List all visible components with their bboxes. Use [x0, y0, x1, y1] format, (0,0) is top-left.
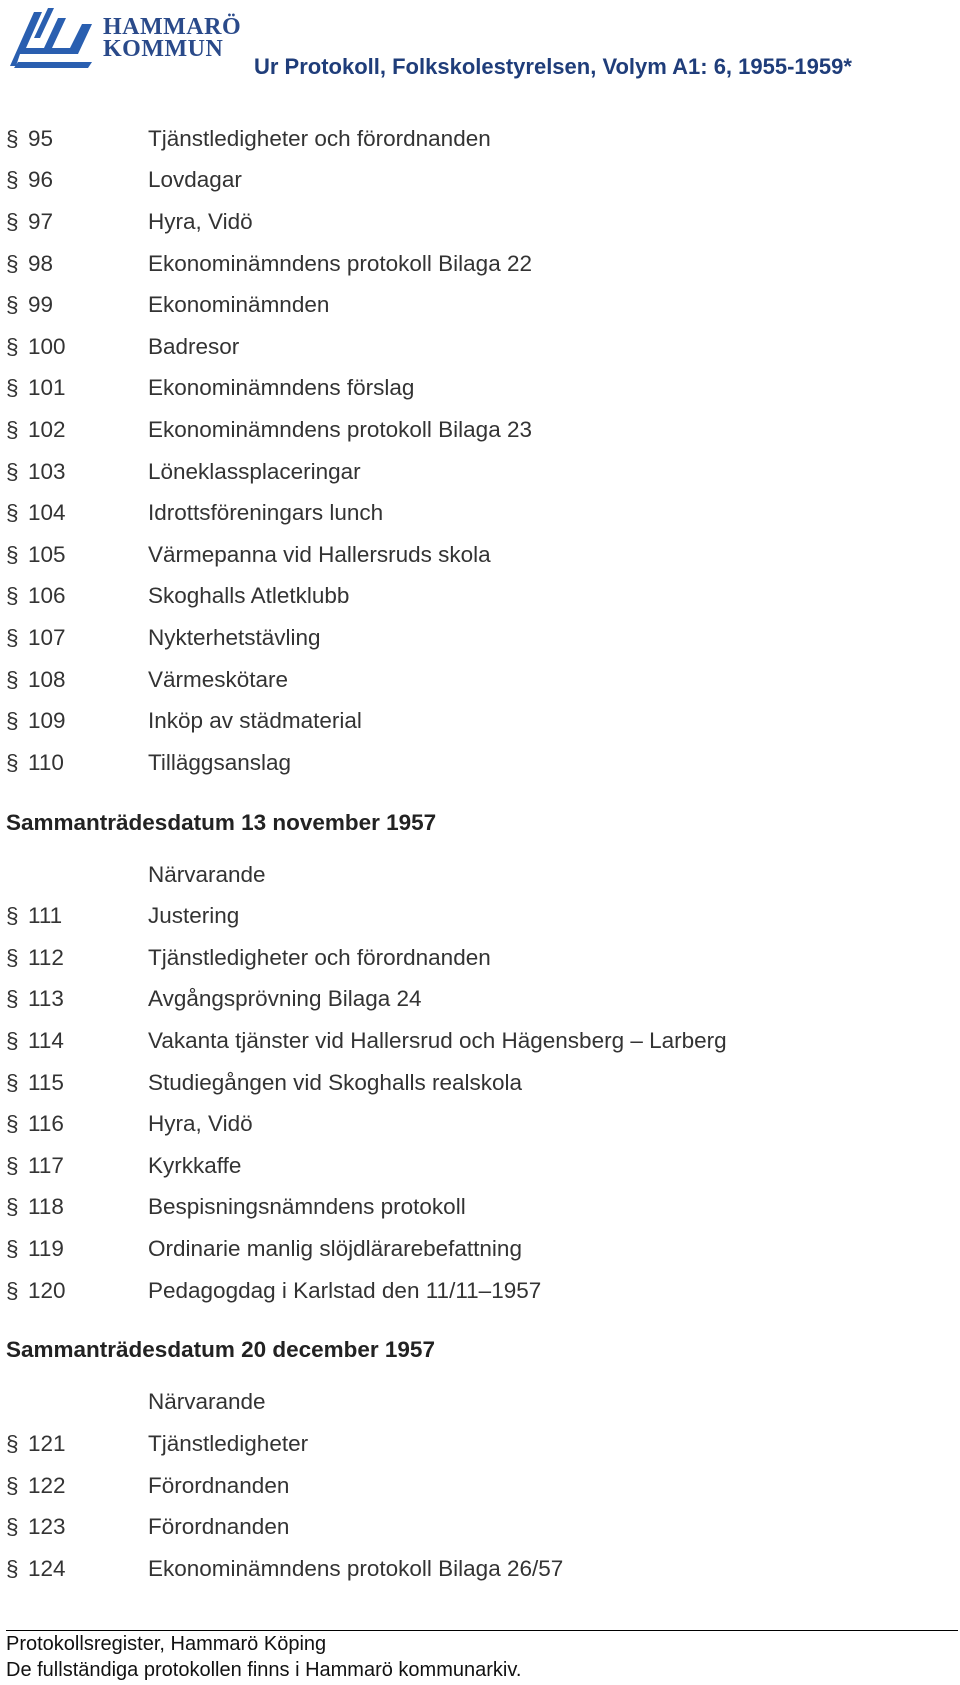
- index-row: [6, 1062, 946, 1104]
- index-row: [6, 160, 946, 202]
- paragraph-title: Vakanta tjänster vid Hallersrud och Hägensberg – Larberg: [148, 1028, 727, 1054]
- paragraph-title: Studiegången vid Skoghalls realskola: [148, 1069, 522, 1095]
- paragraph-number: 108: [28, 666, 66, 692]
- index-row: [6, 1020, 946, 1062]
- hammaro-kommun-logo: [8, 4, 248, 74]
- paragraph-title: Justering: [148, 903, 240, 929]
- paragraph-title: Värmeskötare: [148, 666, 289, 692]
- index-row: [6, 534, 946, 576]
- paragraph-title: Ekonominämndens protokoll Bilaga 26/57: [148, 1556, 564, 1582]
- paragraph-number: 106: [28, 583, 66, 609]
- section-sign: §: [6, 500, 19, 526]
- document-title: Ur Protokoll, Folkskolestyrelsen, Volym A1: 6, 1955-1959*: [254, 54, 852, 79]
- index-row: [6, 326, 946, 368]
- municipal-emblem-icon: [8, 4, 98, 70]
- paragraph-title: Badresor: [148, 333, 240, 359]
- section-sign: §: [6, 1152, 19, 1178]
- page-header: [0, 0, 960, 90]
- index-row: [6, 1423, 946, 1465]
- logo-line-1: HAMMARÖ: [103, 14, 242, 40]
- paragraph-number: 121: [28, 1431, 66, 1457]
- paragraph-title: Hyra, Vidö: [148, 208, 253, 234]
- index-row: [6, 1187, 946, 1229]
- index-row: [6, 451, 946, 493]
- index-row: [6, 617, 946, 659]
- paragraph-number: 95: [28, 125, 54, 151]
- item-list-meeting-2: [6, 1423, 946, 1589]
- section-sign: §: [6, 167, 19, 193]
- index-row: [6, 1103, 946, 1145]
- paragraph-number: 119: [28, 1236, 64, 1262]
- footer-line-2: De fullständiga protokollen finns i Hammarö kommunarkiv.: [6, 1659, 522, 1681]
- paragraph-title: Skoghalls Atletklubb: [148, 583, 350, 609]
- index-row: [6, 1548, 946, 1590]
- index-row: [6, 700, 946, 742]
- paragraph-title: Ordinarie manlig slöjdlärarebefattning: [148, 1236, 522, 1262]
- paragraph-number: 124: [28, 1556, 66, 1582]
- paragraph-title: Tjänstledigheter och förordnanden: [148, 125, 491, 151]
- section-sign: §: [6, 541, 19, 567]
- index-row: [6, 1507, 946, 1549]
- section-sign: §: [6, 1472, 19, 1498]
- paragraph-number: 100: [28, 333, 66, 359]
- paragraph-number: 118: [28, 1194, 64, 1220]
- page-footer: [6, 1630, 958, 1683]
- index-row: [6, 201, 946, 243]
- paragraph-number: 115: [28, 1069, 64, 1095]
- paragraph-title: Lovdagar: [148, 167, 242, 193]
- index-row: [6, 576, 946, 618]
- paragraph-title: Förordnanden: [148, 1514, 290, 1540]
- section-sign: §: [6, 708, 19, 734]
- section-sign: §: [6, 208, 19, 234]
- section-sign: §: [6, 1028, 19, 1054]
- footer-line-1: Protokollsregister, Hammarö Köping: [6, 1633, 327, 1655]
- section-sign: §: [6, 1194, 19, 1220]
- item-list-meeting-1: [6, 896, 946, 1312]
- section-sign: §: [6, 250, 19, 276]
- paragraph-title: Värmepanna vid Hallersruds skola: [148, 541, 491, 567]
- section-sign: §: [6, 125, 19, 151]
- paragraph-title: Pedagogdag i Karlstad den 11/11–1957: [148, 1277, 542, 1303]
- paragraph-title: Inköp av städmaterial: [148, 708, 362, 734]
- index-row: [6, 937, 946, 979]
- paragraph-number: 102: [28, 416, 66, 442]
- index-row: [6, 409, 946, 451]
- paragraph-number: 123: [28, 1514, 66, 1540]
- paragraph-number: 117: [28, 1152, 64, 1178]
- paragraph-title: Löneklassplaceringar: [148, 458, 361, 484]
- section-sign: §: [6, 583, 19, 609]
- index-row: [6, 1270, 946, 1312]
- section-sign: §: [6, 458, 19, 484]
- paragraph-number: 104: [28, 500, 66, 526]
- paragraph-number: 99: [28, 292, 54, 318]
- logo-wordmark: [103, 16, 241, 60]
- index-row: [6, 284, 946, 326]
- paragraph-number: 96: [28, 167, 54, 193]
- paragraph-number: 97: [28, 208, 54, 234]
- paragraph-number: 98: [28, 250, 54, 276]
- paragraph-title: Hyra, Vidö: [148, 1111, 253, 1137]
- paragraph-title: Ekonominämndens protokoll Bilaga 22: [148, 250, 532, 276]
- section-sign: §: [6, 1431, 19, 1457]
- paragraph-title: Nykterhetstävling: [148, 624, 321, 650]
- section-sign: §: [6, 1069, 19, 1095]
- paragraph-number: 116: [28, 1111, 64, 1137]
- meeting-date-heading: Sammanträdesdatum 13 november 1957: [6, 809, 437, 835]
- paragraph-number: 112: [28, 944, 64, 970]
- section-sign: §: [6, 375, 19, 401]
- meeting-date-heading: Sammanträdesdatum 20 december 1957: [6, 1337, 435, 1363]
- section-sign: §: [6, 1111, 19, 1137]
- paragraph-title: Idrottsföreningars lunch: [148, 500, 384, 526]
- logo-line-2: KOMMUN: [103, 36, 224, 62]
- paragraph-title: Tjänstledigheter: [148, 1431, 309, 1457]
- section-sign: §: [6, 624, 19, 650]
- paragraph-number: 110: [28, 749, 64, 775]
- paragraph-title: Kyrkkaffe: [148, 1152, 242, 1178]
- section-sign: §: [6, 1514, 19, 1540]
- section-sign: §: [6, 1556, 19, 1582]
- paragraph-title: Tjänstledigheter och förordnanden: [148, 944, 491, 970]
- paragraph-number: 107: [28, 624, 66, 650]
- paragraph-title: Förordnanden: [148, 1472, 290, 1498]
- section-sign: §: [6, 333, 19, 359]
- paragraph-number: 103: [28, 458, 66, 484]
- paragraph-number: 114: [28, 1028, 64, 1054]
- section-sign: §: [6, 903, 19, 929]
- paragraph-number: 122: [28, 1472, 66, 1498]
- protocol-index: [6, 118, 946, 1590]
- section-sign: §: [6, 1277, 19, 1303]
- paragraph-title: Ekonominämndens protokoll Bilaga 23: [148, 416, 532, 442]
- index-row: [6, 1228, 946, 1270]
- paragraph-number: 101: [28, 375, 66, 401]
- section-sign: §: [6, 986, 19, 1012]
- section-sign: §: [6, 666, 19, 692]
- item-list-a: [6, 118, 946, 784]
- section-sign: §: [6, 1236, 19, 1262]
- paragraph-number: 120: [28, 1277, 66, 1303]
- paragraph-number: 105: [28, 541, 66, 567]
- index-row: [6, 1145, 946, 1187]
- paragraph-title: Ekonominämnden: [148, 292, 330, 318]
- section-sign: §: [6, 749, 19, 775]
- paragraph-title: Avgångsprövning Bilaga 24: [148, 986, 422, 1012]
- index-row: [6, 492, 946, 534]
- section-sign: §: [6, 416, 19, 442]
- index-row: [6, 1465, 946, 1507]
- paragraph-title: Bespisningsnämndens protokoll: [148, 1194, 466, 1220]
- section-sign: §: [6, 292, 19, 318]
- index-row: [6, 243, 946, 285]
- attendance-label: Närvarande: [148, 1389, 266, 1415]
- section-sign: §: [6, 944, 19, 970]
- attendance-label: Närvarande: [148, 861, 266, 887]
- paragraph-number: 109: [28, 708, 66, 734]
- index-row: [6, 368, 946, 410]
- index-row: [6, 979, 946, 1021]
- index-row: [6, 659, 946, 701]
- paragraph-number: 111: [28, 903, 63, 929]
- index-row: [6, 742, 946, 784]
- index-row: [6, 118, 946, 160]
- paragraph-number: 113: [28, 986, 64, 1012]
- paragraph-title: Ekonominämndens förslag: [148, 375, 415, 401]
- index-row: [6, 896, 946, 938]
- paragraph-title: Tilläggsanslag: [148, 749, 291, 775]
